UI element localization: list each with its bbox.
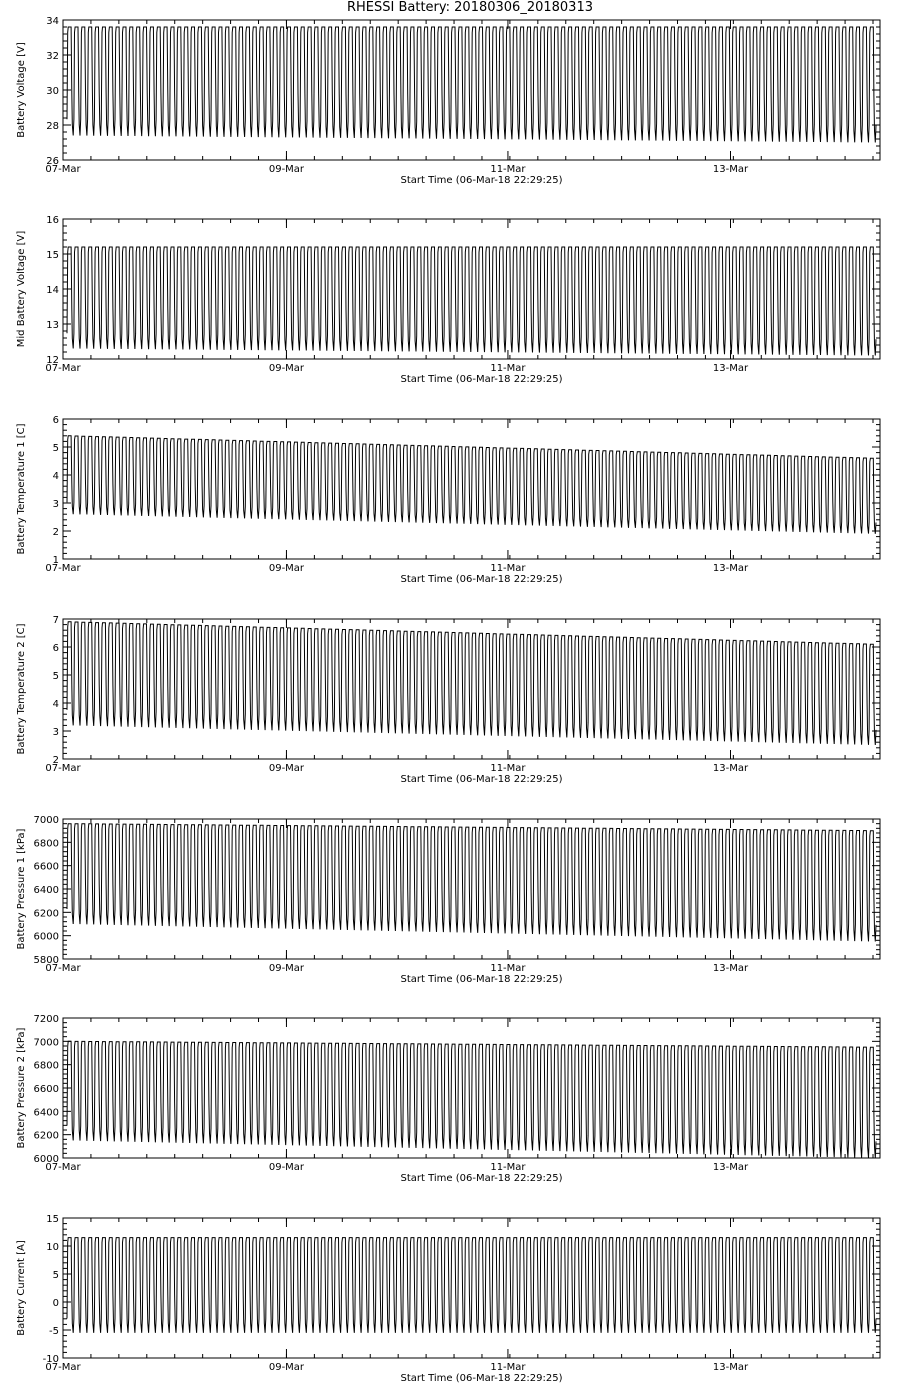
- x-tick-label: 11-Mar: [490, 1362, 526, 1373]
- y-axis-label: Battery Pressure 1 [kPa]: [16, 828, 27, 950]
- x-tick-label: 07-Mar: [45, 963, 81, 974]
- y-tick-label: 6: [52, 415, 59, 426]
- x-tick-label: 07-Mar: [45, 363, 81, 374]
- y-tick-label: 2: [52, 755, 59, 766]
- y-tick-label: 32: [46, 51, 59, 62]
- y-tick-label: 6800: [33, 838, 59, 850]
- x-tick-label: 07-Mar: [45, 1362, 81, 1373]
- y-tick-label: 4: [52, 699, 59, 710]
- y-axis-label: Battery Temperature 1 [C]: [16, 423, 27, 555]
- x-tick-label: 07-Mar: [45, 763, 81, 774]
- y-tick-label: -5: [49, 1326, 59, 1337]
- series-line: [67, 247, 876, 356]
- chart-title: RHESSI Battery: 20180306_20180313: [346, 0, 593, 15]
- y-tick-label: 4: [52, 471, 59, 482]
- x-tick-label: 11-Mar: [490, 563, 526, 574]
- x-tick-label: 09-Mar: [268, 563, 305, 574]
- y-tick-label: 15: [46, 250, 59, 261]
- chart-panel-3: [16, 415, 880, 585]
- y-tick-label: 7000: [33, 815, 59, 826]
- y-tick-label: 10: [46, 1242, 59, 1253]
- y-tick-label: 3: [52, 499, 59, 510]
- chart-panel-5: [16, 815, 880, 985]
- y-tick-label: 6000: [33, 1154, 59, 1165]
- y-tick-label: 16: [46, 215, 59, 226]
- y-tick-label: 0: [52, 1298, 59, 1309]
- x-axis-label: Start Time (06-Mar-18 22:29:25): [400, 1373, 563, 1384]
- y-axis-label: Battery Pressure 2 [kPa]: [16, 1027, 27, 1149]
- y-axis-label: Battery Voltage [V]: [16, 42, 27, 138]
- chart-panel-1: [16, 16, 880, 186]
- y-tick-label: 5: [52, 671, 59, 682]
- y-tick-label: 5: [52, 443, 59, 454]
- x-axis-label: Start Time (06-Mar-18 22:29:25): [400, 374, 563, 385]
- y-tick-label: 6200: [33, 1130, 59, 1142]
- x-tick-label: 09-Mar: [268, 363, 305, 374]
- x-tick-label: 09-Mar: [268, 963, 305, 974]
- x-tick-label: 09-Mar: [268, 1162, 305, 1173]
- y-tick-label: 5: [52, 1270, 59, 1281]
- x-tick-label: 09-Mar: [268, 164, 305, 175]
- x-tick-label: 11-Mar: [490, 1162, 526, 1173]
- x-tick-label: 07-Mar: [45, 563, 81, 574]
- y-axis-label: Battery Current [A]: [16, 1240, 27, 1336]
- y-tick-label: 15: [46, 1214, 59, 1225]
- y-tick-label: 14: [46, 285, 59, 296]
- series-line: [67, 1041, 876, 1158]
- y-tick-label: 3: [52, 727, 59, 738]
- y-tick-label: 6600: [33, 861, 59, 873]
- chart-panel-4: [16, 615, 880, 785]
- y-tick-label: 6400: [33, 885, 59, 896]
- x-axis-label: Start Time (06-Mar-18 22:29:25): [400, 175, 563, 186]
- y-tick-label: 6200: [33, 908, 59, 920]
- y-tick-label: 28: [46, 121, 59, 132]
- y-tick-label: 7: [52, 615, 59, 626]
- y-tick-label: 6600: [33, 1084, 59, 1095]
- y-tick-label: 5800: [33, 955, 59, 966]
- y-tick-label: 1: [52, 555, 59, 566]
- y-tick-label: 12: [46, 355, 59, 366]
- x-tick-label: 13-Mar: [712, 563, 749, 574]
- chart-panel-7: [16, 1214, 880, 1384]
- y-tick-label: 2: [52, 527, 59, 538]
- chart-panel-2: [16, 215, 880, 385]
- y-tick-label: 7000: [33, 1037, 59, 1049]
- x-tick-label: 09-Mar: [268, 763, 305, 774]
- y-tick-label: 6400: [33, 1107, 59, 1119]
- y-tick-label: 34: [46, 16, 59, 27]
- x-tick-label: 11-Mar: [490, 164, 526, 175]
- y-tick-label: 6: [52, 643, 59, 654]
- x-axis-label: Start Time (06-Mar-18 22:29:25): [400, 974, 563, 985]
- x-tick-label: 13-Mar: [712, 1362, 749, 1373]
- series-line: [67, 824, 876, 942]
- x-tick-label: 11-Mar: [490, 963, 526, 974]
- x-tick-label: 07-Mar: [45, 1162, 81, 1173]
- y-tick-label: 6000: [33, 931, 59, 943]
- series-line: [67, 27, 876, 143]
- y-tick-label: -10: [42, 1354, 59, 1365]
- y-axis-label: Mid Battery Voltage [V]: [16, 230, 27, 348]
- x-axis-label: Start Time (06-Mar-18 22:29:25): [400, 574, 563, 585]
- x-tick-label: 13-Mar: [712, 164, 749, 175]
- y-axis-label: Battery Temperature 2 [C]: [16, 623, 27, 755]
- chart-panel-6: [16, 1014, 880, 1184]
- x-axis-label: Start Time (06-Mar-18 22:29:25): [400, 1173, 563, 1184]
- series-line: [67, 622, 876, 745]
- x-tick-label: 13-Mar: [712, 763, 749, 774]
- y-tick-label: 13: [46, 320, 59, 331]
- series-line: [67, 1238, 876, 1333]
- y-tick-label: 7200: [33, 1014, 59, 1025]
- y-tick-label: 26: [46, 156, 59, 167]
- series-line: [67, 436, 876, 534]
- x-tick-label: 13-Mar: [712, 363, 749, 374]
- x-tick-label: 09-Mar: [268, 1362, 305, 1373]
- x-tick-label: 13-Mar: [712, 963, 749, 974]
- x-tick-label: 11-Mar: [490, 763, 526, 774]
- y-tick-label: 30: [46, 86, 59, 97]
- x-tick-label: 13-Mar: [712, 1162, 749, 1173]
- x-axis-label: Start Time (06-Mar-18 22:29:25): [400, 774, 563, 785]
- x-tick-label: 07-Mar: [45, 164, 81, 175]
- y-tick-label: 6800: [33, 1060, 59, 1072]
- x-tick-label: 11-Mar: [490, 363, 526, 374]
